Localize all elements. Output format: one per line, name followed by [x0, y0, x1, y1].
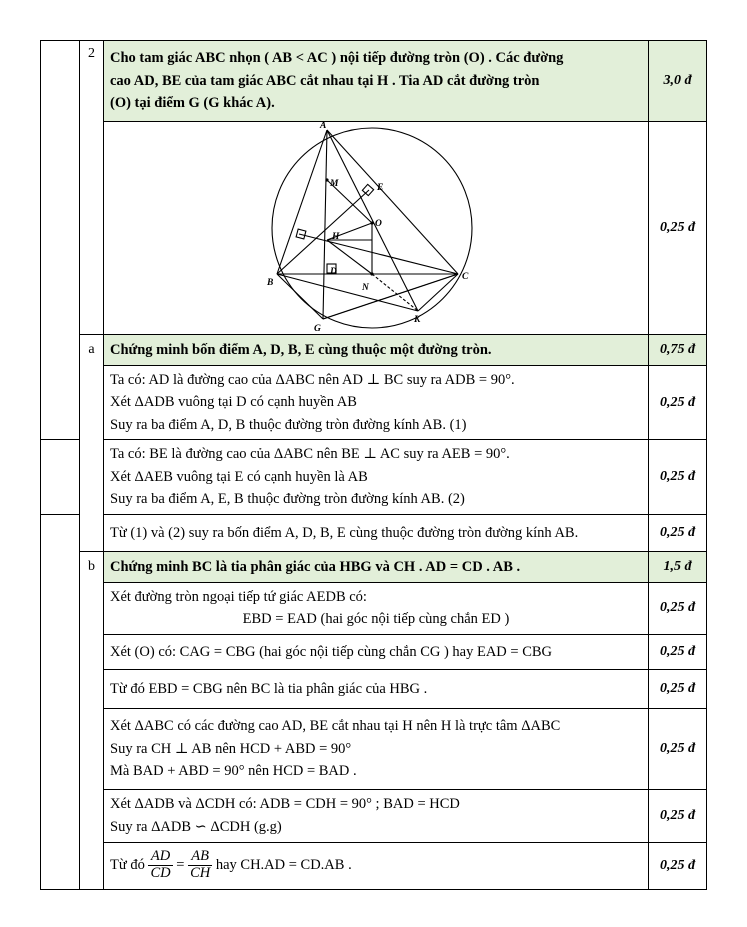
part-b-row-5 [41, 789, 707, 842]
problem-line-1: Cho tam giác ABC nhọn ( AB < AC ) nội tiếp đường tròn (O) . Các đường [110, 50, 564, 67]
part-a-row-2-text [104, 440, 649, 514]
text-line: Xét ΔABC có các đường cao AD, BE cắt nhau tại H nên H là trực tâm ΔABC [110, 718, 561, 735]
part-b-points: 1,5 đ [649, 551, 707, 582]
text-line: Xét ΔAEB vuông tại E có cạnh huyền là AB [110, 468, 368, 485]
part-b-row-6-points: 0,25 đ [649, 842, 707, 889]
label-a: A [320, 122, 327, 131]
fraction-numerator: AD [148, 849, 172, 866]
text-line: Suy ra ba điểm A, D, B thuộc đường tròn đường kính AB. (1) [110, 416, 467, 433]
text-line: Ta có: BE là đường cao của ΔABC nên BE ⊥ AC suy ra AEB = 90°. [110, 446, 510, 463]
part-a-title: Chứng minh bốn điểm A, D, B, E cùng thuộc một đường tròn. [104, 335, 649, 366]
problem-line-2: cao AD, BE của tam giác ABC cắt nhau tại H . Tia AD cắt đường tròn [110, 72, 540, 89]
part-b-row-4 [41, 708, 707, 789]
figure-row [41, 122, 707, 335]
label-d: D [330, 267, 337, 277]
part-a-row-3 [41, 514, 707, 551]
part-b-row-1-points: 0,25 đ [649, 582, 707, 634]
part-b-row-2-text: Xét (O) có: CAG = CBG (hai góc nội tiếp cùng chắn CG ) hay EAD = CBG [104, 634, 649, 669]
fraction-numerator: AB [188, 849, 212, 866]
text-line: Xét đường tròn ngoại tiếp tứ giác AEDB có: [110, 588, 367, 605]
blank-column-cont [41, 440, 80, 514]
problem-points: 3,0 đ [649, 41, 707, 122]
fraction-ad-cd [148, 849, 172, 882]
fraction-ab-ch [188, 849, 212, 882]
question-number: 2 [80, 41, 104, 335]
problem-statement [104, 41, 649, 122]
part-b-row-3-text: Từ đó EBD = CBG nên BC là tia phân giác của HBG . [104, 669, 649, 708]
part-b-row-5-text [104, 789, 649, 842]
label-o: O [375, 219, 382, 229]
part-b-row-1-text [104, 582, 649, 634]
part-b-row-6-text: Từ đó $\frac{AD}{CD}$ = $\frac{AB}{CH}$ hay CH.AD = CD.AB . [104, 842, 649, 889]
part-a-row-3-text: Từ (1) và (2) suy ra bốn điểm A, D, B, E cùng thuộc đường tròn đường kính AB. [104, 514, 649, 551]
part-a-row-1 [41, 366, 707, 440]
text-line-centered: EBD = EAD (hai góc nội tiếp cùng chắn ED ) [242, 611, 510, 628]
part-b-row-2 [41, 634, 707, 669]
text-prefix: Từ đó [110, 857, 145, 874]
blank-column [41, 41, 80, 440]
text-line: Suy ra CH ⊥ AB nên HCD + ABD = 90° [110, 740, 352, 757]
part-b-header [41, 551, 707, 582]
text-line: Suy ra ba điểm A, E, B thuộc đường tròn đường kính AB. (2) [110, 491, 465, 508]
label-g: G [314, 324, 321, 334]
label-c: C [462, 272, 469, 282]
part-b-row-3-points: 0,25 đ [649, 669, 707, 708]
figure-cell [104, 122, 649, 335]
problem-row [41, 41, 707, 122]
label-h: H [332, 232, 340, 242]
fraction-denominator: CD [150, 865, 171, 882]
text-line: Ta có: AD là đường cao của ΔABC nên AD ⊥ BC suy ra ADB = 90°. [110, 372, 515, 388]
part-a-header [41, 335, 707, 366]
blank-column-cont2 [41, 514, 80, 889]
part-b-row-5-points: 0,25 đ [649, 789, 707, 842]
answer-table [40, 40, 707, 890]
text-line: Mà BAD + ABD = 90° nên HCD = BAD . [110, 762, 357, 779]
problem-line-3: (O) tại điểm G (G khác A). [110, 95, 275, 112]
fraction-denominator: CH [190, 865, 211, 882]
part-a-row-1-text [104, 366, 649, 440]
part-a-row-3-points: 0,25 đ [649, 514, 707, 551]
part-b-row-4-text [104, 708, 649, 789]
part-b-label: b [80, 551, 104, 889]
part-a-row-2-points: 0,25 đ [649, 440, 707, 514]
text-suffix: hay CH.AD = CD.AB . [215, 857, 352, 874]
part-b-row-2-points: 0,25 đ [649, 634, 707, 669]
label-m: M [330, 179, 339, 189]
label-k: K [414, 315, 421, 325]
label-e: E [377, 183, 384, 193]
text-line: Suy ra ΔADB ∽ ΔCDH (g.g) [110, 818, 282, 835]
geometry-figure [104, 122, 640, 334]
part-b-row-6 [41, 842, 707, 889]
part-b-row-3 [41, 669, 707, 708]
label-b: B [267, 278, 274, 288]
text-line: Xét ΔADB và ΔCDH có: ADB = CDH = 90° ; BAD = HCD [110, 796, 460, 813]
part-b-row-4-points: 0,25 đ [649, 708, 707, 789]
figure-points: 0,25 đ [649, 122, 707, 335]
part-a-label: a [80, 335, 104, 552]
part-a-row-1-points: 0,25 đ [649, 366, 707, 440]
text-line: Xét ΔADB vuông tại D có cạnh huyền AB [110, 394, 357, 411]
part-b-row-1 [41, 582, 707, 634]
part-a-row-2 [41, 440, 707, 514]
label-n: N [362, 283, 369, 293]
part-a-points: 0,75 đ [649, 335, 707, 366]
part-b-title: Chứng minh BC là tia phân giác của HBG và CH . AD = CD . AB . [104, 551, 649, 582]
